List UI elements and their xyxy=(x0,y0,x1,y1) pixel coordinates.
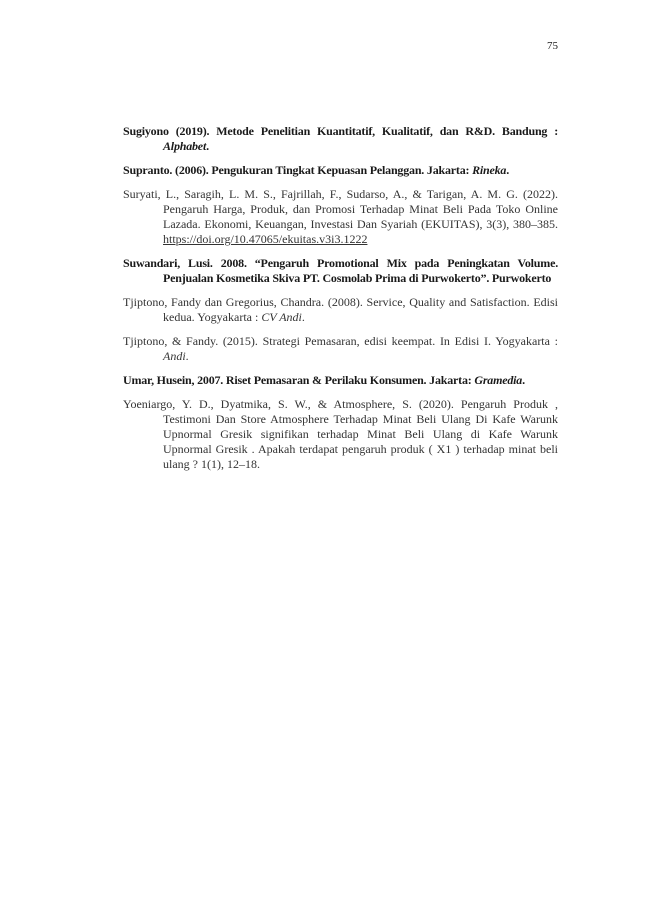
reference-publisher: Alphabet xyxy=(163,139,207,153)
reference-text: Sugiyono (2019). Metode Penelitian Kuantitatif, Kualitatif, dan R&D. Bandung : xyxy=(123,124,558,138)
reference-item xyxy=(123,373,558,388)
reference-punctuation: . xyxy=(506,163,510,177)
reference-publisher: CV Andi xyxy=(261,310,302,324)
reference-text: Suwandari, Lusi. 2008. “Pengaruh Promotional Mix pada Peningkatan Volume. Penjualan Kosmetika Skiva PT. Cosmolab Prima di Purwokerto”. Purwokerto xyxy=(123,256,558,285)
reference-item xyxy=(123,163,558,178)
reference-text: Tjiptono, & Fandy. (2015). Strategi Pemasaran, edisi keempat. In Edisi I. Yogyakarta : xyxy=(123,334,558,348)
reference-text: Umar, Husein, 2007. Riset Pemasaran & Perilaku Konsumen. Jakarta: xyxy=(123,373,475,387)
reference-item xyxy=(123,124,558,154)
reference-publisher: Rineka xyxy=(472,163,507,177)
reference-item xyxy=(123,187,558,247)
reference-item xyxy=(123,256,558,286)
reference-text: Supranto. (2006). Pengukuran Tingkat Kepuasan Pelanggan. Jakarta: xyxy=(123,163,473,177)
reference-punctuation: . xyxy=(185,349,189,363)
reference-item xyxy=(123,397,558,472)
doi-link[interactable]: https://doi.org/10.47065/ekuitas.v3i3.1222 xyxy=(163,232,368,246)
reference-punctuation: . xyxy=(522,373,525,387)
reference-publisher: Andi xyxy=(163,349,186,363)
reference-punctuation: . xyxy=(301,310,305,324)
reference-punctuation: . xyxy=(206,139,209,153)
reference-text: Yoeniargo, Y. D., Dyatmika, S. W., & Atmosphere, S. (2020). Pengaruh Produk , Testimoni Dan Store Atmosphere Terhadap Minat Beli Ulang Di Kafe Warunk Upnormal Gresik signifikan terhadap Minat Beli Ulang di Kafe Warunk Upnormal Gresik . Apakah terdapat pengaruh produk ( X1 ) terhadap minat beli ulang ? 1(1), 12–18. xyxy=(123,397,558,471)
reference-list xyxy=(123,124,558,481)
reference-text: Suryati, L., Saragih, L. M. S., Fajrillah, F., Sudarso, A., & Tarigan, A. M. G. (2022). Pengaruh Harga, Produk, dan Promosi Terhadap Minat Beli Pada Toko Online Lazada. Ekonomi, Keuangan, Investasi Dan Syariah (EKUITAS), 3(3), 380–385. xyxy=(123,187,558,231)
reference-item xyxy=(123,334,558,364)
reference-item xyxy=(123,295,558,325)
reference-publisher: Gramedia xyxy=(474,373,523,387)
page-number: 75 xyxy=(547,40,558,52)
reference-text: Tjiptono, Fandy dan Gregorius, Chandra. (2008). Service, Quality and Satisfaction. Edisi kedua. Yogyakarta : xyxy=(123,295,558,324)
